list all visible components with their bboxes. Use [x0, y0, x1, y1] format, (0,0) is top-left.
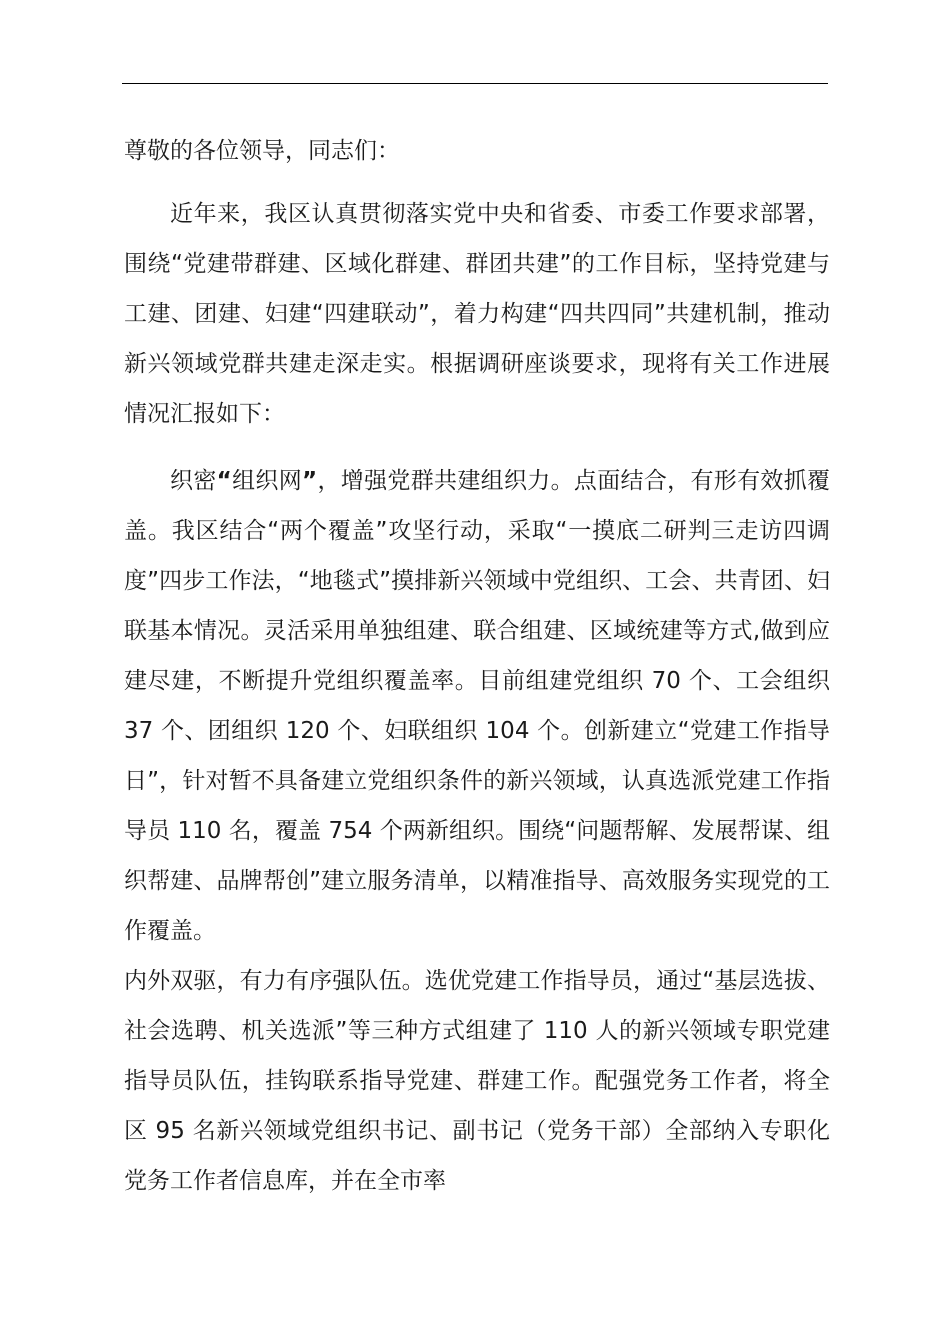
- salutation: 尊敬的各位领导，同志们：: [124, 138, 400, 164]
- section-1-heading-term: 组织网: [231, 468, 302, 494]
- section-1-close-quote: ”: [302, 468, 318, 494]
- section-1-body: ，增强党群共建组织力。点面结合，有形有效抓覆盖。我区结合“两个覆盖”攻坚行动，采取“一摸底二研判三走访四调度”四步工作法，“地毯式”摸排新兴领域中党组织、工会、共青团、妇联基本情况。灵活采用单独组建、联合组建、区域统建等方式,做到应建尽建，不断提升党组织覆盖率。目前组建党组织 70 个、工会组织 37 个、团组织 120 个、妇联组织 104 个。创新建立“党建工作指导日”，针对暂不具备建立党组织条件的新兴领域，认真选派党建工作指导员 110 名，覆盖 754 个两新组织。围绕“问题帮解、发展帮谋、组织帮建、品牌帮创”建立服务清单，以精准指导、高效服务实现党的工作覆盖。: [124, 468, 830, 944]
- section-1-heading-pre: 织密: [170, 468, 217, 494]
- section-2-paragraph: 内外双驱，有力有序强队伍。选优党建工作指导员，通过“基层选拔、社会选聘、机关选派”等三种方式组建了 110 人的新兴领域专职党建指导员队伍，挂钩联系指导党建、群建工作。配强党务工作者，将全区 95 名新兴领域党组织书记、副书记（党务干部）全部纳入专职化党务工作者信息库，并在全市率: [124, 968, 830, 1194]
- section-1-paragraph: [124, 456, 830, 956]
- intro-paragraph: 近年来，我区认真贯彻落实党中央和省委、市委工作要求部署，围绕“党建带群建、区域化群建、群团共建”的工作目标，坚持党建与工建、团建、妇建“四建联动”，着力构建“四共四同”共建机制，推动新兴领域党群共建走深走实。根据调研座谈要求，现将有关工作进展情况汇报如下：: [124, 201, 830, 427]
- header-rule: [122, 83, 828, 84]
- section-1-open-quote: “: [216, 468, 232, 494]
- document-body: [124, 126, 830, 1206]
